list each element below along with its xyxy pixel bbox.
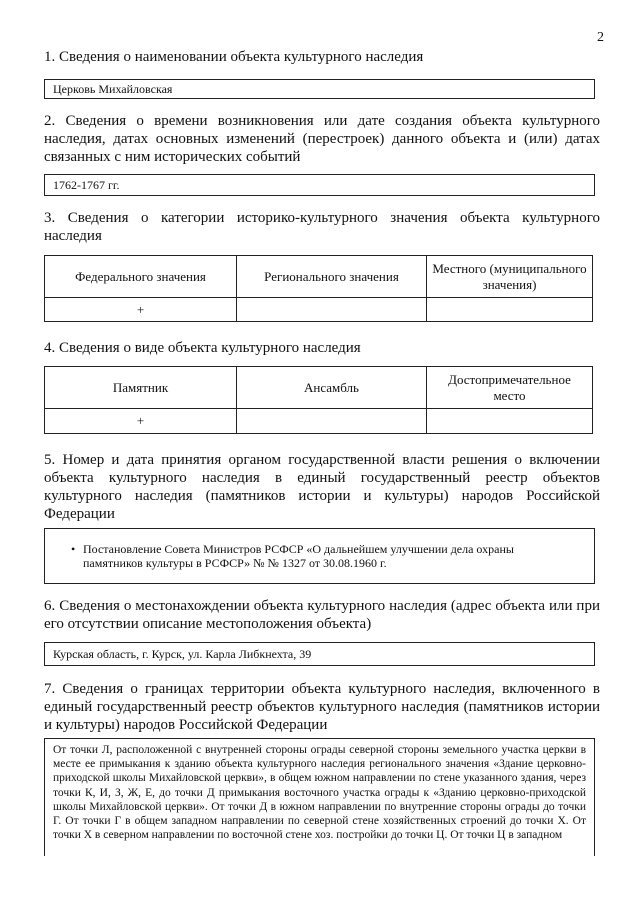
object-name-field: Церковь Михайловская <box>44 79 595 99</box>
type-mark-landmark <box>427 409 593 434</box>
category-header-regional: Регионального значения <box>237 256 427 298</box>
registry-decision-item: • Постановление Совета Министров РСФСР «О дальнейшем улучшении дела охраны памятников культуры в РСФСР» № № 1327 от 30.08.1960 г. <box>65 542 574 570</box>
significance-category-table <box>44 255 593 322</box>
page-number: 2 <box>597 30 604 45</box>
boundary-description-box: От точки Л, расположенной с внутренней стороны ограды северной стороны земельного участка церкви в месте ее примыкания к зданию объекта культурного наследия регионального значения «Здание церковно- приходской школы Михайловской церкви», в общем южном направлении по стене указанного здания, через точки К, И, З, Ж, Е, до точки Д примыкания восточного участка ограды к «Зданию церковно-приходской школы Михайловской церкви». От точки Д в южном направлении по внутренние стороны ограды до точки Г. От точки Г в общем западном направлении по северной стене хозяйственных строений до точки Х. От точки Х в северном направлении по восточной стене хоз. постройки до точки Ц. От точки Ц в западном <box>44 738 595 856</box>
section1-heading: 1. Сведения о наименовании объекта культурного наследия <box>44 49 424 65</box>
type-header-landmark: Достопримечательное место <box>427 367 593 409</box>
registry-decision-list <box>65 542 574 570</box>
category-mark-regional <box>237 298 427 322</box>
section3-heading: 3. Сведения о категории историко-культурного значения объекта культурного наследия <box>44 210 600 244</box>
section7-heading: 7. Сведения о границах территории объекта культурного наследия, включенного в единый государственный реестр объектов культурного наследия (памятников истории и культуры) народов Российской Федерации <box>44 681 600 733</box>
registry-decision-box <box>44 528 595 584</box>
type-header-monument: Памятник <box>45 367 237 409</box>
section6-heading: 6. Сведения о местонахождении объекта культурного наследия (адрес объекта или при его отсутствии описание местоположения объекта) <box>44 598 600 632</box>
category-mark-local <box>427 298 593 322</box>
section4-heading: 4. Сведения о виде объекта культурного наследия <box>44 340 361 356</box>
type-header-ensemble: Ансамбль <box>237 367 427 409</box>
address-field: Курская область, г. Курск, ул. Карла Либкнехта, 39 <box>44 642 595 666</box>
category-header-federal: Федерального значения <box>45 256 237 298</box>
section5-heading: 5. Номер и дата принятия органом государственной власти решения о включении объекта культурного наследия в единый государственный реестр объектов культурного наследия (памятников истории и культуры) народов Российской Федерации <box>44 452 600 522</box>
category-header-local: Местного (муниципального значения) <box>427 256 593 298</box>
category-mark-federal: + <box>45 298 237 322</box>
creation-date-field: 1762-1767 гг. <box>44 174 595 196</box>
object-type-table <box>44 366 593 434</box>
section2-heading: 2. Сведения о времени возникновения или дате создания объекта культурного наследия, датах основных изменений (перестроек) данного объекта и (или) датах связанных с ним исторических событий <box>44 113 600 165</box>
type-mark-ensemble <box>237 409 427 434</box>
type-mark-monument: + <box>45 409 237 434</box>
